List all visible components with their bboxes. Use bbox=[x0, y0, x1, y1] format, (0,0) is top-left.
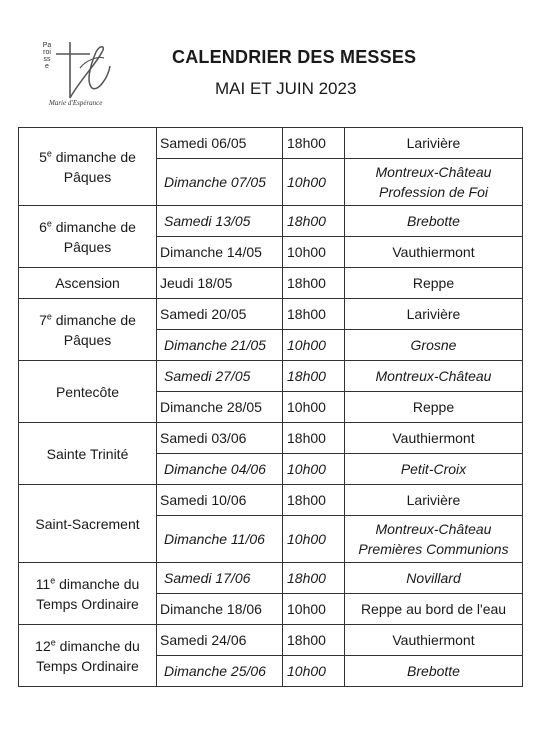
occasion-cell bbox=[19, 206, 157, 268]
date-cell: Samedi 27/05 bbox=[157, 361, 283, 392]
occasion-number-suffix: e bbox=[46, 310, 52, 321]
date-cell: Samedi 03/06 bbox=[157, 423, 283, 454]
location-cell bbox=[345, 237, 523, 268]
location-name: Larivière bbox=[406, 135, 461, 151]
time-cell: 10h00 bbox=[283, 454, 345, 485]
time-cell: 10h00 bbox=[283, 392, 345, 423]
location-name: Montreux-Château bbox=[375, 521, 492, 537]
location-cell bbox=[345, 206, 523, 237]
schedule-row bbox=[19, 128, 523, 159]
time-cell: 10h00 bbox=[283, 237, 345, 268]
occasion-cell bbox=[19, 485, 157, 563]
occasion-number-suffix: e bbox=[46, 217, 52, 228]
date-cell: Samedi 06/05 bbox=[157, 128, 283, 159]
location-name: Montreux-Château bbox=[375, 368, 492, 384]
occasion-number: 5 bbox=[39, 148, 47, 165]
occasion-cell bbox=[19, 563, 157, 625]
occasion-cell bbox=[19, 128, 157, 206]
schedule-row bbox=[19, 423, 523, 454]
occasion-number: 7 bbox=[39, 311, 47, 328]
occasion-number-suffix: e bbox=[50, 636, 56, 647]
location-cell bbox=[345, 485, 523, 516]
location-cell bbox=[345, 299, 523, 330]
occasion-cell bbox=[19, 299, 157, 361]
occasion-number-suffix: e bbox=[50, 574, 56, 585]
location-cell bbox=[345, 594, 523, 625]
location-cell bbox=[345, 159, 523, 206]
time-cell: 10h00 bbox=[283, 159, 345, 206]
time-cell: 18h00 bbox=[283, 563, 345, 594]
logo-vertical-text: Paroisse bbox=[42, 42, 52, 70]
schedule-row bbox=[19, 268, 523, 299]
schedule-row bbox=[19, 485, 523, 516]
date-cell: Dimanche 11/06 bbox=[157, 516, 283, 563]
occasion-label: Ascension bbox=[55, 275, 120, 291]
location-name: Grosne bbox=[410, 337, 457, 353]
time-cell: 18h00 bbox=[283, 206, 345, 237]
occasion-number-suffix: e bbox=[46, 147, 52, 158]
occasion-label: dimanche de Pâques bbox=[55, 311, 136, 348]
occasion-label: dimanche du Temps Ordinaire bbox=[36, 575, 140, 612]
time-cell: 10h00 bbox=[283, 330, 345, 361]
occasion-cell bbox=[19, 625, 157, 687]
mass-schedule-table bbox=[18, 127, 523, 687]
time-cell: 18h00 bbox=[283, 423, 345, 454]
date-cell: Samedi 10/06 bbox=[157, 485, 283, 516]
occasion-cell bbox=[19, 268, 157, 299]
time-cell: 18h00 bbox=[283, 485, 345, 516]
schedule-row bbox=[19, 299, 523, 330]
location-name: Vauthiermont bbox=[392, 244, 475, 260]
location-name: Montreux-Château bbox=[375, 164, 492, 180]
date-cell: Dimanche 14/05 bbox=[157, 237, 283, 268]
schedule-row bbox=[19, 625, 523, 656]
occasion-label: dimanche de Pâques bbox=[55, 218, 136, 255]
date-cell: Dimanche 28/05 bbox=[157, 392, 283, 423]
occasion-label: Saint-Sacrement bbox=[35, 515, 140, 532]
time-cell: 10h00 bbox=[283, 594, 345, 625]
occasion-number: 12 bbox=[35, 637, 51, 654]
occasion-cell bbox=[19, 361, 157, 423]
location-cell bbox=[345, 128, 523, 159]
schedule-body bbox=[19, 128, 523, 687]
time-cell: 18h00 bbox=[283, 625, 345, 656]
date-cell: Dimanche 21/05 bbox=[157, 330, 283, 361]
date-cell: Samedi 13/05 bbox=[157, 206, 283, 237]
schedule-row bbox=[19, 206, 523, 237]
location-cell bbox=[345, 454, 523, 485]
page-title: CALENDRIER DES MESSES bbox=[172, 47, 417, 67]
date-cell: Dimanche 18/06 bbox=[157, 594, 283, 625]
occasion-label: dimanche de Pâques bbox=[55, 148, 136, 185]
date-cell: Samedi 20/05 bbox=[157, 299, 283, 330]
location-cell bbox=[345, 656, 523, 687]
time-cell: 18h00 bbox=[283, 361, 345, 392]
location-name: Larivière bbox=[406, 492, 461, 508]
occasion-label: Pentecôte bbox=[55, 383, 120, 400]
location-name: Vauthiermont bbox=[392, 430, 475, 446]
location-cell bbox=[345, 516, 523, 563]
schedule-row bbox=[19, 563, 523, 594]
date-cell: Dimanche 25/06 bbox=[157, 656, 283, 687]
date-cell: Jeudi 18/05 bbox=[157, 268, 283, 299]
location-name: Brebotte bbox=[407, 213, 460, 229]
occasion-label: dimanche du Temps Ordinaire bbox=[36, 637, 140, 674]
occasion-number: 6 bbox=[39, 218, 47, 235]
location-name: Novillard bbox=[406, 570, 461, 586]
time-cell: 18h00 bbox=[283, 128, 345, 159]
time-cell: 10h00 bbox=[283, 516, 345, 563]
location-cell bbox=[345, 330, 523, 361]
date-cell: Dimanche 04/06 bbox=[157, 454, 283, 485]
time-cell: 10h00 bbox=[283, 656, 345, 687]
location-cell bbox=[345, 268, 523, 299]
date-cell: Dimanche 07/05 bbox=[157, 159, 283, 206]
location-cell bbox=[345, 392, 523, 423]
location-cell bbox=[345, 563, 523, 594]
logo-caption: Marie d'Espérance bbox=[49, 99, 103, 107]
time-cell: 18h00 bbox=[283, 268, 345, 299]
location-name: Petit-Croix bbox=[400, 461, 467, 477]
date-cell: Samedi 17/06 bbox=[157, 563, 283, 594]
location-name: Reppe au bord de l'eau bbox=[360, 601, 507, 617]
occasion-label: Sainte Trinité bbox=[46, 445, 129, 462]
date-cell: Samedi 24/06 bbox=[157, 625, 283, 656]
location-cell bbox=[345, 625, 523, 656]
location-name: Larivière bbox=[406, 306, 461, 322]
location-name: Reppe bbox=[412, 399, 455, 415]
location-name: Reppe bbox=[412, 275, 455, 291]
location-cell bbox=[345, 423, 523, 454]
occasion-cell bbox=[19, 423, 157, 485]
occasion-number: 11 bbox=[35, 575, 51, 592]
schedule-row bbox=[19, 361, 523, 392]
page-subtitle: MAI ET JUIN 2023 bbox=[215, 79, 357, 98]
location-cell bbox=[345, 361, 523, 392]
location-note: Premières Communions bbox=[358, 541, 509, 557]
location-name: Vauthiermont bbox=[392, 632, 475, 648]
location-note: Profession de Foi bbox=[379, 184, 488, 200]
time-cell: 18h00 bbox=[283, 299, 345, 330]
location-name: Brebotte bbox=[407, 663, 460, 679]
